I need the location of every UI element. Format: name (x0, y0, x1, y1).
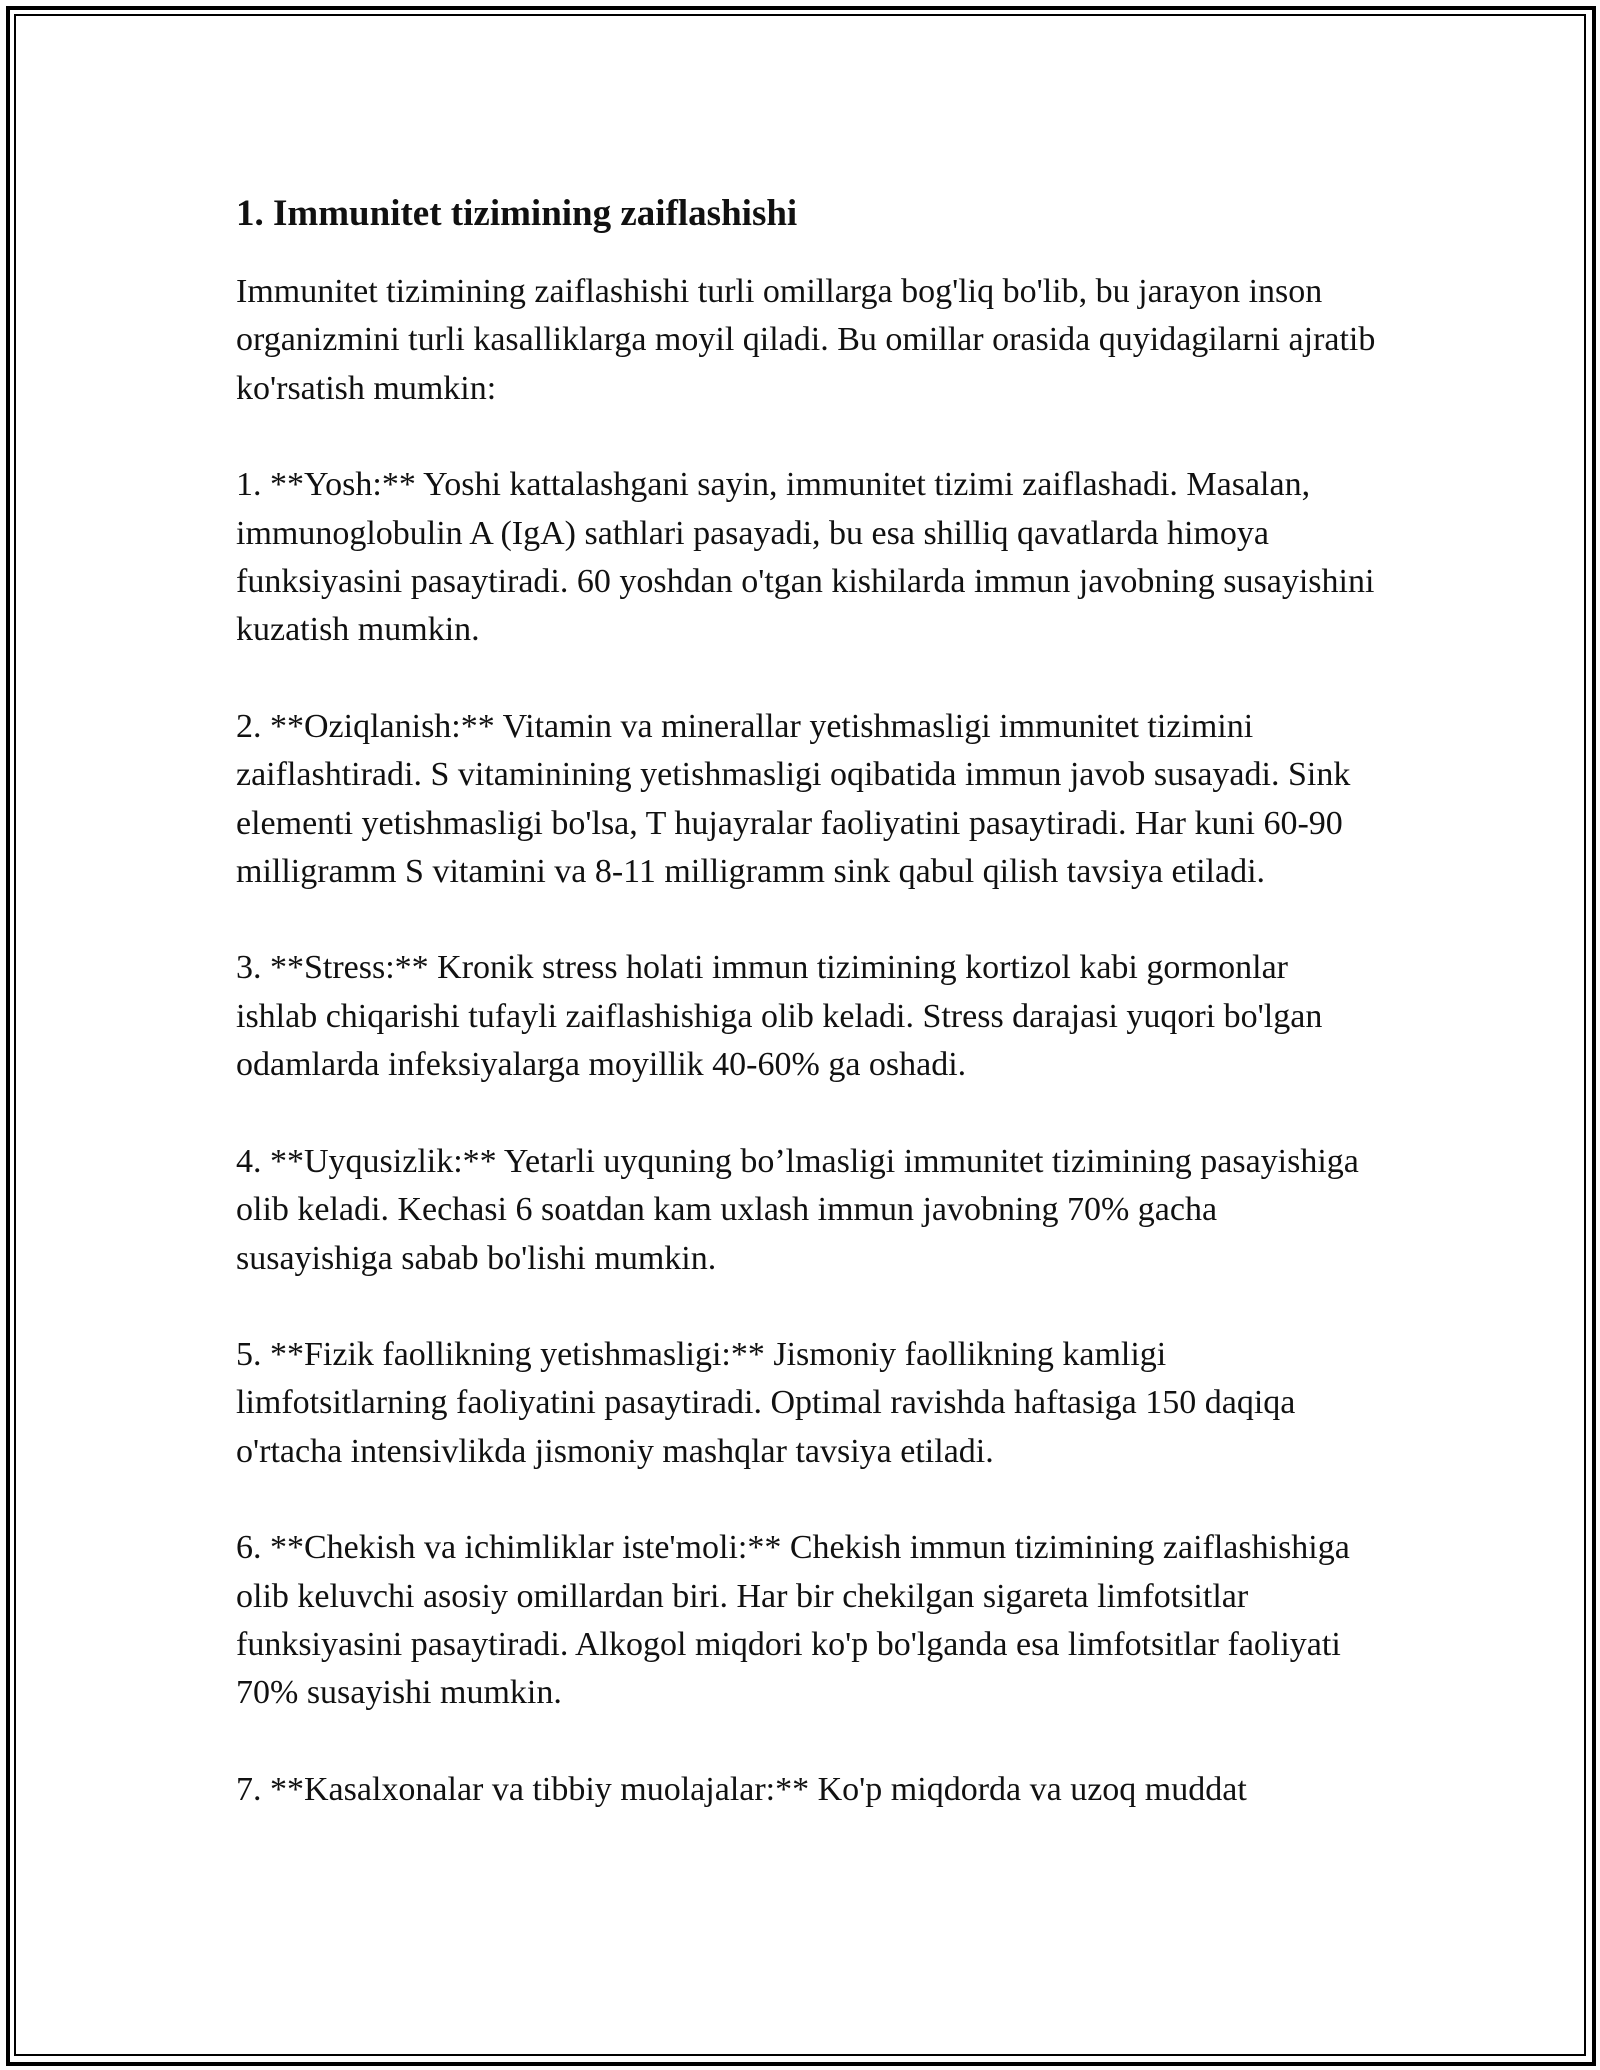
list-item-sleep: 4. **Uyqusizlik:** Yetarli uyquning bo’lmasligi immunitet tizimining pasayishiga olib keladi. Kechasi 6 soatdan kam uxlash immun javobning 70% gacha susayishiga sabab bo'lishi mumkin. (236, 1142, 1359, 1277)
list-item-smoking-alcohol: 6. **Chekish va ichimliklar iste'moli:** Chekish immun tizimining zaiflashishiga olib keluvchi asosiy omillardan biri. Har bir chekilgan sigareta limfotsitlar funksiyasini pasaytiradi. Alkogol miqdori ko'p bo'lganda esa limfotsitlar faoliyati 70% susayishi mumkin. (236, 1529, 1350, 1712)
section-heading: 1. Immunitet tizimining zaiflashishi (236, 193, 798, 234)
list-item-physical-activity: 5. **Fizik faollikning yetishmasligi:** Jismoniy faollikning kamligi limfotsitlarning faoliyatini pasaytiradi. Optimal ravishda haftasiga 150 daqiqa o'rtacha intensivlikda jismoniy mashqlar tavsiya etiladi. (236, 1335, 1296, 1470)
document-body (236, 188, 1376, 1814)
intro-paragraph: Immunitet tizimining zaiflashishi turli omillarga bog'liq bo'lib, bu jarayon inson organizmini turli kasalliklarga moyil qiladi. Bu omillar orasida quyidagilarni ajratib ko'rsatish mumkin: (236, 273, 1376, 407)
list-item-hospitals: 7. **Kasalxonalar va tibbiy muolajalar:** Ko'p miqdorda va uzoq muddat (236, 1770, 1247, 1808)
list-item-stress: 3. **Stress:** Kronik stress holati immun tizimining kortizol kabi gormonlar ishlab chiqarishi tufayli zaiflashishiga olib keladi. Stress darajasi yuqori bo'lgan odamlarda infeksiyalarga moyillik 40-60% ga oshadi. (236, 949, 1323, 1084)
list-item-nutrition: 2. **Oziqlanish:** Vitamin va minerallar yetishmasligi immunitet tizimini zaiflashtiradi. S vitaminining yetishmasligi oqibatida immun javob susayadi. Sink elementi yetishmasligi bo'lsa, T hujayralar faoliyatini pasaytiradi. Har kuni 60-90 milligramm S vitamini va 8-11 milligramm sink qabul qilish tavsiya etiladi. (236, 707, 1351, 891)
list-item-age: 1. **Yosh:** Yoshi kattalashgani sayin, immunitet tizimi zaiflashadi. Masalan, immunoglobulin A (IgA) sathlari pasayadi, bu esa shilliq qavatlarda himoya funksiyasini pasaytiradi. 60 yoshdan o'tgan kishilarda immun javobning susayishini kuzatish mumkin. (236, 466, 1375, 649)
